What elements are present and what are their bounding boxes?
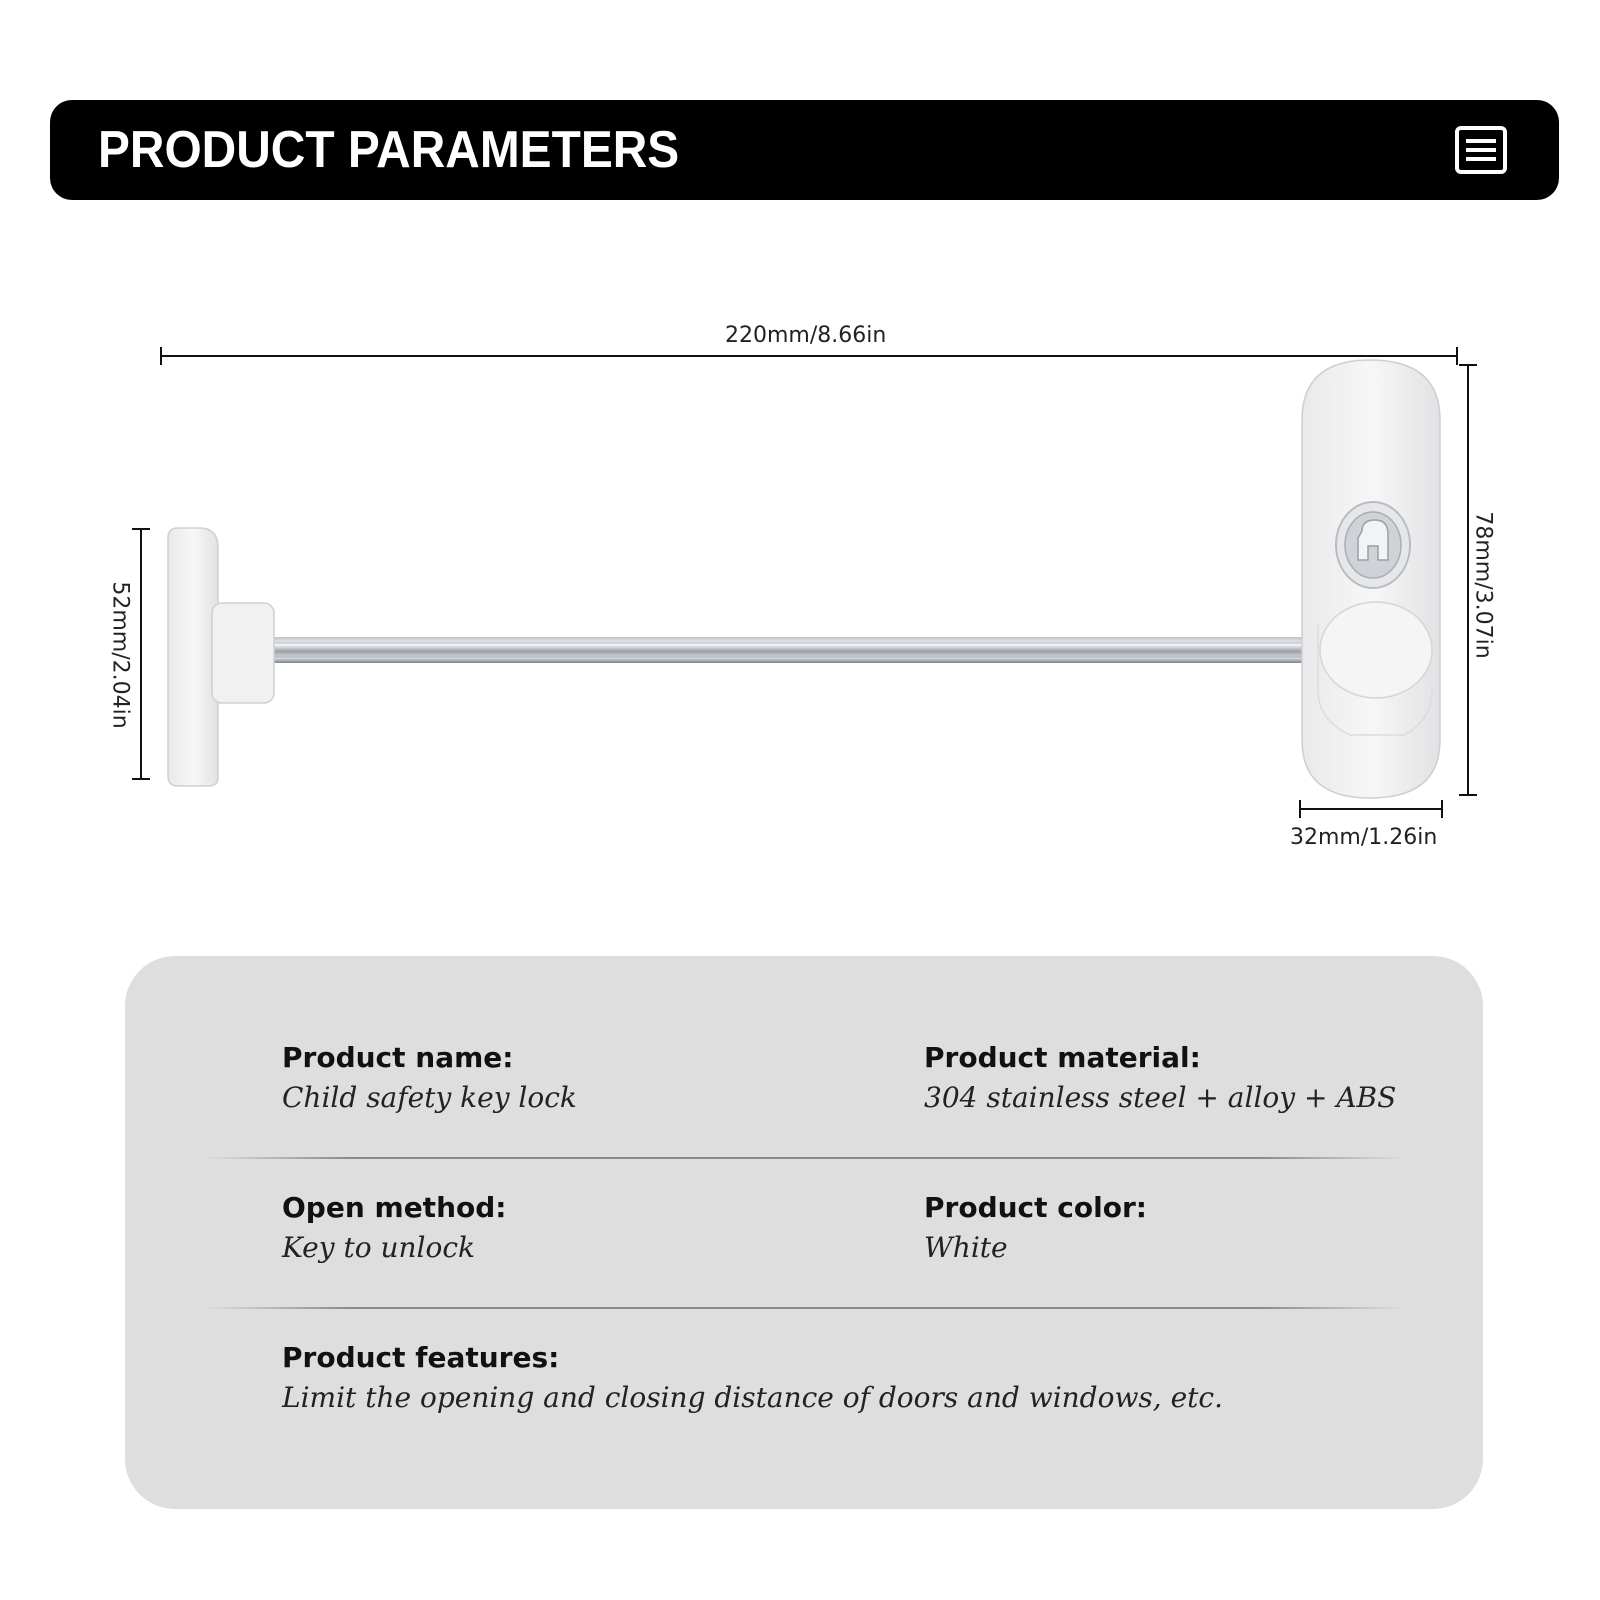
spec-open-method — [282, 1188, 506, 1268]
spec-label: Product color: — [924, 1191, 1147, 1224]
lock-width-dimension-label: 32mm/1.26in — [1290, 825, 1438, 850]
divider — [205, 1157, 1405, 1159]
spec-product-color — [924, 1188, 1147, 1268]
base-height-dimension-label: 52mm/2.04in — [107, 581, 133, 729]
length-dimension-label: 220mm/8.66in — [725, 323, 887, 348]
spec-panel — [125, 956, 1483, 1509]
product-image — [0, 300, 1600, 880]
spec-label: Product name: — [282, 1041, 514, 1074]
spec-value: White — [924, 1231, 1008, 1264]
menu-icon[interactable] — [1455, 126, 1507, 174]
steel-rod — [268, 637, 1320, 663]
spec-product-name — [282, 1038, 577, 1118]
spec-label: Product material: — [924, 1041, 1201, 1074]
spec-label: Product features: — [282, 1341, 560, 1374]
length-dimension-line — [161, 347, 1457, 365]
divider — [205, 1307, 1405, 1309]
spec-value: 304 stainless steel + alloy + ABS — [924, 1081, 1397, 1114]
spec-label: Open method: — [282, 1191, 507, 1224]
lock-width-dimension-line — [1300, 800, 1442, 818]
page-title: PRODUCT PARAMETERS — [98, 121, 680, 179]
keyhole — [1336, 502, 1410, 588]
spec-product-material — [924, 1038, 1396, 1118]
spec-value: Child safety key lock — [282, 1081, 577, 1114]
header-bar — [50, 100, 1559, 200]
spec-value: Key to unlock — [282, 1231, 475, 1264]
lock-height-dimension-label: 78mm/3.07in — [1470, 511, 1496, 659]
lock-height-dimension-line — [1459, 365, 1477, 795]
spec-product-features — [282, 1338, 1223, 1418]
base-height-dimension-line — [132, 529, 150, 779]
spec-value: Limit the opening and closing distance of doors and windows, etc. — [282, 1381, 1224, 1414]
wall-mount-base — [168, 528, 274, 786]
